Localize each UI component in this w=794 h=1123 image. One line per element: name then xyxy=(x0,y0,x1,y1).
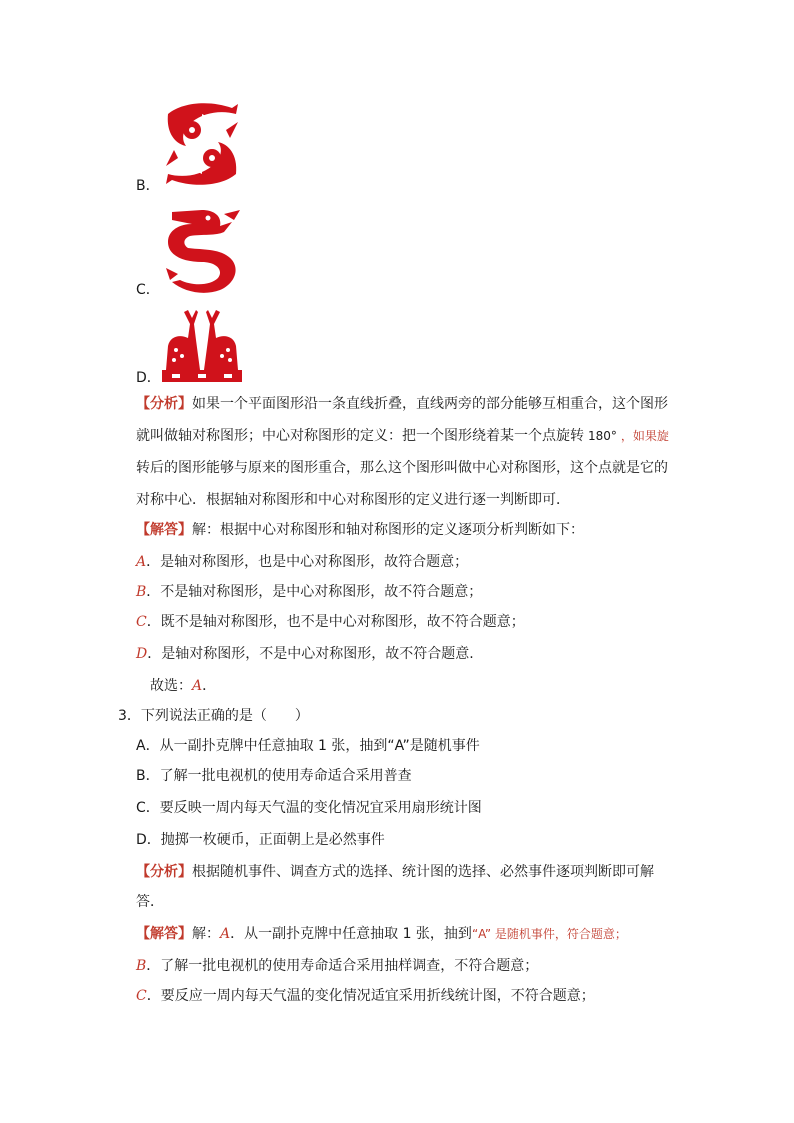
answer-item-text: ．不是轴对称图形，是中心对称图形，故不符合题意； xyxy=(146,584,483,600)
q3-analysis-text-1: 根据随机事件、调查方式的选择、统计图的选择、必然事件逐项判断即可解 xyxy=(192,864,654,880)
answer-choice xyxy=(150,676,216,696)
q3-answer-prefix: 解： xyxy=(192,926,220,942)
q3-analysis-line-1 xyxy=(136,862,654,882)
q3-answer-text-1: ．从一副扑克牌中任意抽取 1 张，抽到 xyxy=(230,926,472,942)
q3-answer-line-1 xyxy=(136,924,627,944)
q3-answer-letter: B xyxy=(136,958,147,974)
answer-item-b xyxy=(136,582,482,602)
analysis-text-2-tail: ，如果旋 xyxy=(620,429,669,443)
q3-option-a: A．从一副扑克牌中任意抽取 1 张，抽到“A”是随机事件 xyxy=(136,738,480,754)
answer-item-d xyxy=(136,644,474,664)
option-b-label: B． xyxy=(136,178,160,194)
analysis-line-1 xyxy=(136,394,668,414)
q3-answer-text-2: ．了解一批电视机的使用寿命适合采用抽样调查，不符合题意； xyxy=(146,958,539,974)
answer-intro-line xyxy=(136,520,584,540)
option-c-label: C． xyxy=(136,282,160,298)
answer-item-letter: C xyxy=(136,614,147,630)
option-d-label: D． xyxy=(136,370,161,386)
analysis-text-1: 如果一个平面图形沿一条直线折叠，直线两旁的部分能够互相重合，这个图形 xyxy=(192,396,668,412)
answer-item-text: ．是轴对称图形，不是中心对称图形，故不符合题意. xyxy=(147,646,474,662)
q3-answer-letter: A xyxy=(220,926,231,942)
q3-answer-text-3: ．要反应一周内每天气温的变化情况适宜采用折线统计图，不符合题意； xyxy=(146,988,595,1004)
answer-item-text: ．既不是轴对称图形，也不是中心对称图形，故不符合题意； xyxy=(146,614,525,630)
q3-answer-letter: C xyxy=(136,988,147,1004)
answer-item-letter: B xyxy=(136,584,147,600)
answer-item-letter: D xyxy=(136,646,148,662)
answer-tag: 【解答】 xyxy=(136,522,192,538)
answer-choice-letter: A xyxy=(192,678,203,694)
analysis-line-2 xyxy=(136,426,669,446)
q3-answer-text-1-red: “A” 是随机事件，符合题意； xyxy=(471,927,627,941)
rotation-degree: 180° xyxy=(588,429,617,443)
answer-intro: 解：根据中心对称图形和轴对称图形的定义逐项分析判断如下： xyxy=(192,522,584,538)
q3-option-d: D．抛掷一枚硬币，正面朝上是必然事件 xyxy=(136,832,385,848)
q3-option-b: B．了解一批电视机的使用寿命适合采用普查 xyxy=(136,768,412,784)
analysis-text-3: 转后的图形能够与原来的图形重合，那么这个图形叫做中心对称图形，这个点就是它的 xyxy=(136,460,668,476)
analysis-text-4: 对称中心．根据轴对称图形和中心对称图形的定义进行逐一判断即可． xyxy=(136,492,570,508)
answer-item-letter: A xyxy=(136,554,147,570)
analysis-text-2: 就叫做轴对称图形；中心对称图形的定义：把一个图形绕着某一个点旋转 xyxy=(136,428,584,444)
answer-item-text: ．是轴对称图形，也是中心对称图形，故符合题意； xyxy=(146,554,469,570)
q3-stem: 3．下列说法正确的是（ ） xyxy=(118,708,309,724)
answer-item-a xyxy=(136,552,468,572)
answer-choice-suffix: ． xyxy=(202,678,217,694)
q3-analysis-text-2: 答． xyxy=(136,894,164,910)
answer-item-c xyxy=(136,612,525,632)
fish-papercut-image xyxy=(162,100,242,188)
q3-option-c: C．要反映一周内每天气温的变化情况宜采用扇形统计图 xyxy=(136,800,482,816)
dragon-papercut-image xyxy=(162,208,244,296)
deer-papercut-image xyxy=(162,306,242,382)
q3-answer-line-3 xyxy=(136,986,595,1006)
answer-choice-prefix: 故选： xyxy=(150,678,192,694)
q3-answer-tag: 【解答】 xyxy=(136,926,192,942)
analysis-tag: 【分析】 xyxy=(136,396,192,412)
q3-analysis-tag: 【分析】 xyxy=(136,864,192,880)
q3-answer-line-2 xyxy=(136,956,538,976)
